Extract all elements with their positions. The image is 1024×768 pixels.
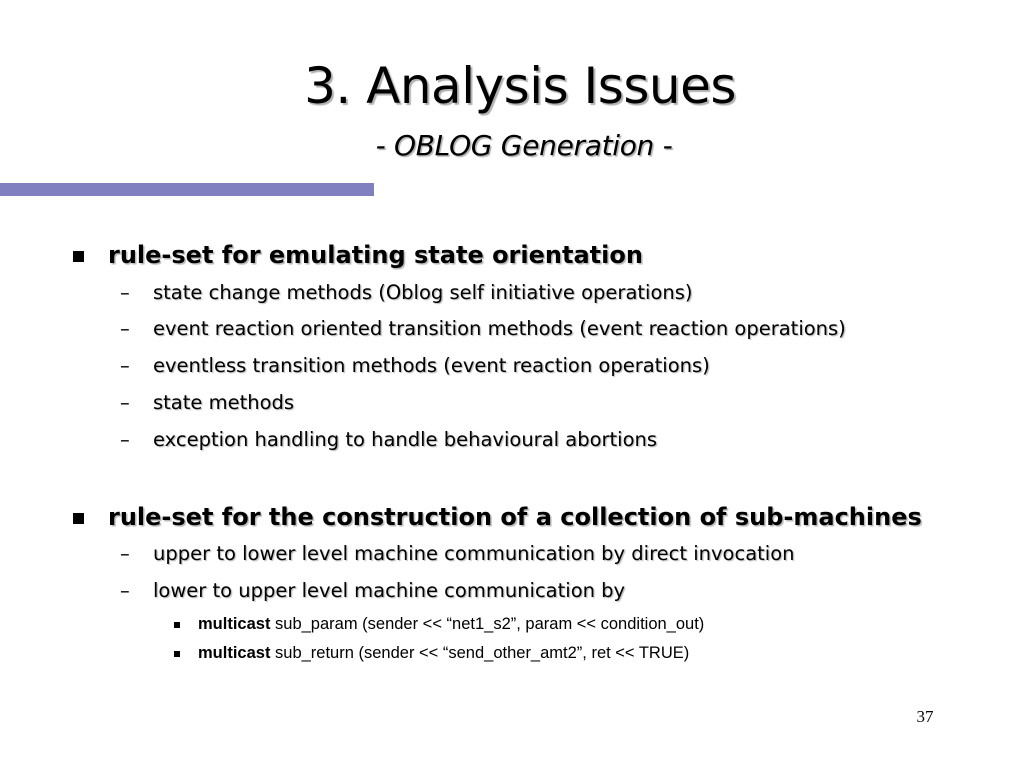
square-bullet-icon (73, 513, 84, 524)
sub-bullet-item: upper to lower level machine communication by direct invocation (153, 542, 795, 565)
bullet-item: rule-set for the construction of a collection of sub-machines (108, 503, 922, 531)
sub-bullet-item: exception handling to handle behavioural abortions (153, 428, 658, 451)
sub-bullet-item: event reaction oriented transition methods (event reaction operations) (153, 317, 846, 340)
sub-sub-bullet-item (198, 642, 689, 664)
multicast-keyword: multicast (198, 644, 271, 662)
multicast-keyword: multicast (198, 615, 271, 633)
slide-subtitle: - OBLOG Generation - (375, 129, 673, 162)
sub-bullet-item: eventless transition methods (event reaction operations) (153, 354, 710, 377)
sub-sub-bullet-item (198, 613, 704, 635)
dash-bullet-icon: – (120, 354, 130, 377)
square-bullet-icon (73, 251, 84, 262)
dash-bullet-icon: – (120, 317, 130, 340)
dash-bullet-icon: – (120, 428, 130, 451)
sub-bullet-item: lower to upper level machine communication by (153, 579, 626, 602)
sub-bullet-item: state methods (153, 391, 295, 414)
dash-bullet-icon: – (120, 281, 130, 304)
slide-title: 3. Analysis Issues (304, 57, 736, 115)
sub-bullet-item: state change methods (Oblog self initiative operations) (153, 281, 693, 304)
small-square-bullet-icon (174, 622, 180, 628)
bullet-item: rule-set for emulating state orientation (108, 241, 643, 269)
dash-bullet-icon: – (120, 542, 130, 565)
dash-bullet-icon: – (120, 391, 130, 414)
small-square-bullet-icon (174, 651, 180, 657)
sub-sub-bullet-text: sub_param (sender << “net1_s2”, param << condition_out) (270, 615, 705, 633)
dash-bullet-icon: – (120, 579, 130, 602)
page-number: 37 (916, 707, 934, 726)
sub-sub-bullet-text: sub_return (sender << “send_other_amt2”, ret << TRUE) (270, 644, 690, 662)
